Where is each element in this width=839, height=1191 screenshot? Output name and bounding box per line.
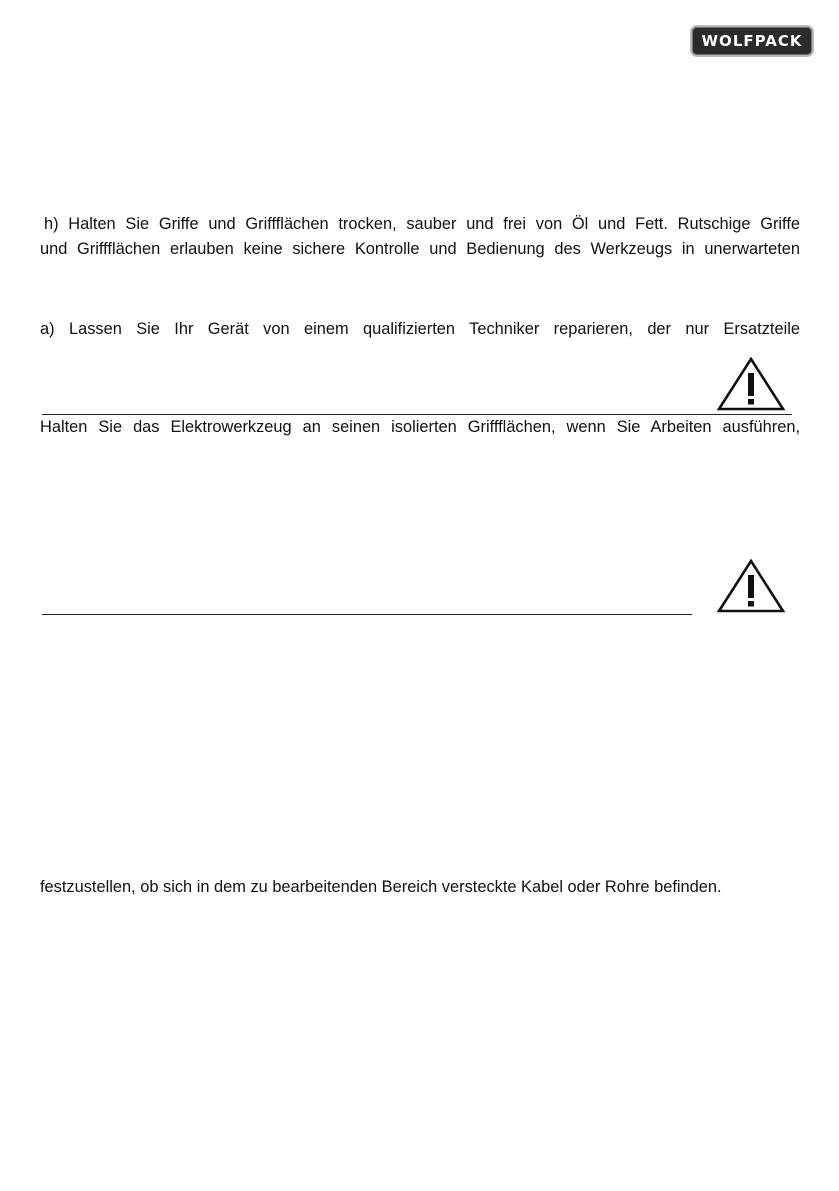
section-divider: [42, 414, 792, 415]
paragraph-h-line-1: h) Halten Sie Griffe und Griffflächen trocken, sauber und frei von Öl und Fett. Rutschige Griffe: [44, 215, 800, 233]
logo-text: WOLFPACK: [701, 32, 803, 50]
paragraph-h-line-2: und Griffflächen erlauben keine sichere Kontrolle und Bedienung des Werkzeugs in unerwarteten: [40, 240, 800, 258]
warning-triangle-icon: [716, 558, 786, 614]
warning-triangle-icon: [716, 356, 786, 412]
paragraph-halten-line-1: Halten Sie das Elektrowerkzeug an seinen isolierten Griffflächen, wenn Sie Arbeiten ausführen,: [40, 418, 800, 436]
wolfpack-logo: [690, 25, 814, 57]
paragraph-fest-line-1: festzustellen, ob sich in dem zu bearbeitenden Bereich versteckte Kabel oder Rohre befinden.: [40, 878, 722, 896]
section-divider: [42, 614, 692, 615]
paragraph-a-line-1: a) Lassen Sie Ihr Gerät von einem qualifizierten Techniker reparieren, der nur Ersatzteile: [40, 320, 800, 338]
